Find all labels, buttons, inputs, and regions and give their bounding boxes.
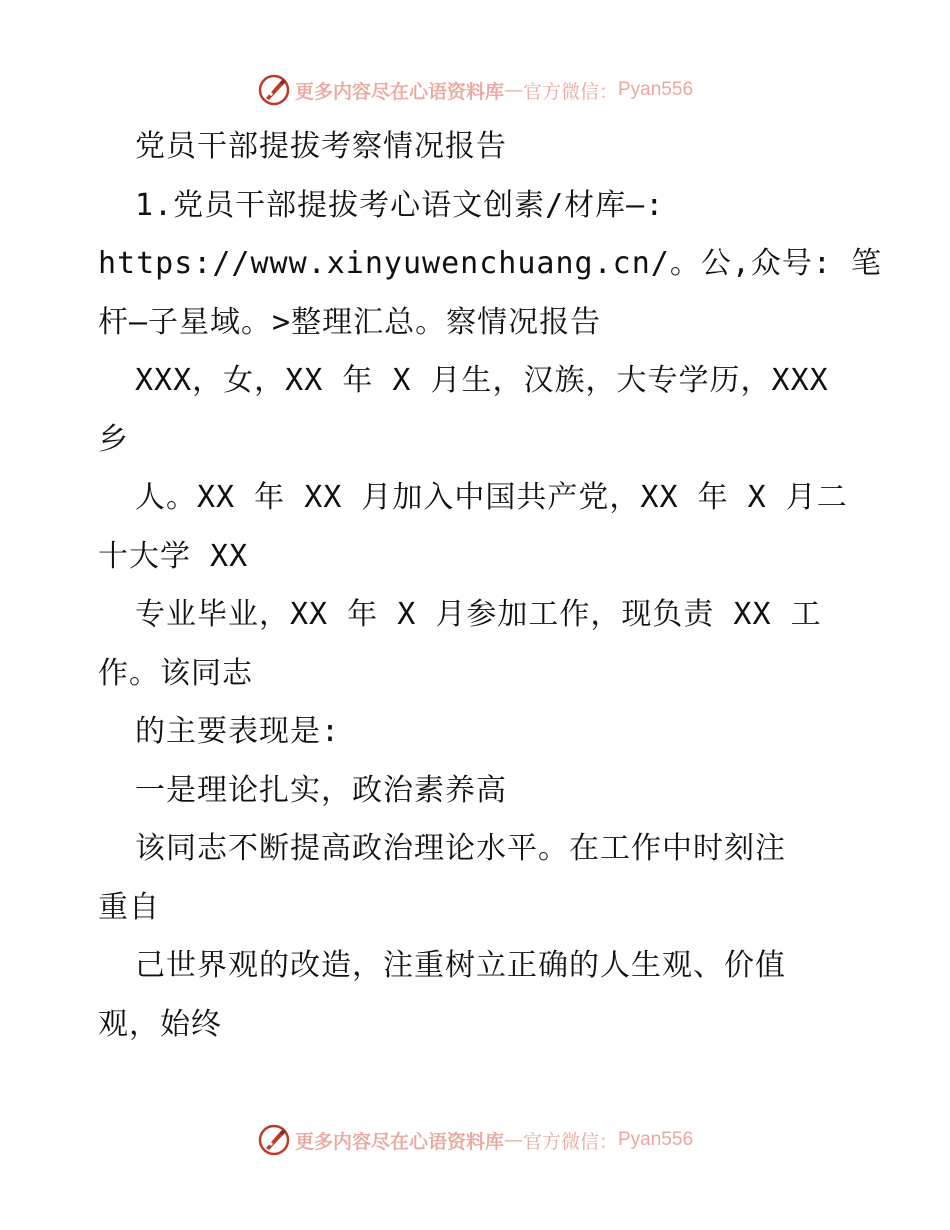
banner-brand-text: 更多内容尽在心语资料库 (294, 1130, 504, 1153)
document-line: 十大学 XX (98, 538, 249, 574)
document-line: 人。XX 年 XX 月加入中国共产党，XX 年 X 月二 (135, 480, 848, 515)
document-line: 作。该同志 (98, 655, 253, 691)
banner-wechat-id: Pyan556 (618, 1129, 694, 1150)
footer-banner (0, 1120, 950, 1160)
banner-wechat-id: Pyan556 (618, 79, 694, 100)
pen-logo-icon (257, 73, 291, 107)
document-line: 杆—子星域。>整理汇总。察情况报告 (98, 304, 602, 340)
document-line: https://www.xinyuwenchuang.cn/。公,众号: 笔 (98, 246, 883, 281)
banner-wechat-label: 官方微信： (522, 80, 618, 103)
banner-separator: — (503, 1129, 523, 1151)
document-line: 该同志不断提高政治理论水平。在工作中时刻注 (135, 831, 786, 866)
document-line: 己世界观的改造，注重树立正确的人生观、价值 (135, 948, 786, 983)
pen-logo-icon (257, 1123, 291, 1157)
section-heading: 一是理论扎实，政治素养高 (135, 772, 507, 808)
document-title: 党员干部提拔考察情况报告 (135, 129, 507, 164)
banner-brand-text: 更多内容尽在心语资料库 (294, 80, 504, 103)
document-line: XXX，女，XX 年 X 月生，汉族，大专学历，XXX (135, 363, 829, 398)
document-line: 专业毕业，XX 年 X 月参加工作，现负责 XX 工 (135, 597, 822, 632)
banner-separator: — (503, 79, 523, 101)
document-line: 的主要表现是: (135, 714, 341, 749)
document-body (98, 118, 883, 1054)
header-banner (0, 70, 950, 110)
document-line: 重自 (98, 889, 160, 925)
document-line: 乡 (98, 421, 129, 457)
banner-wechat-label: 官方微信： (522, 1130, 618, 1153)
document-line: 观，始终 (98, 1006, 222, 1042)
document-line: 1.党员干部提拔考心语文创素/材库—: (135, 187, 665, 223)
